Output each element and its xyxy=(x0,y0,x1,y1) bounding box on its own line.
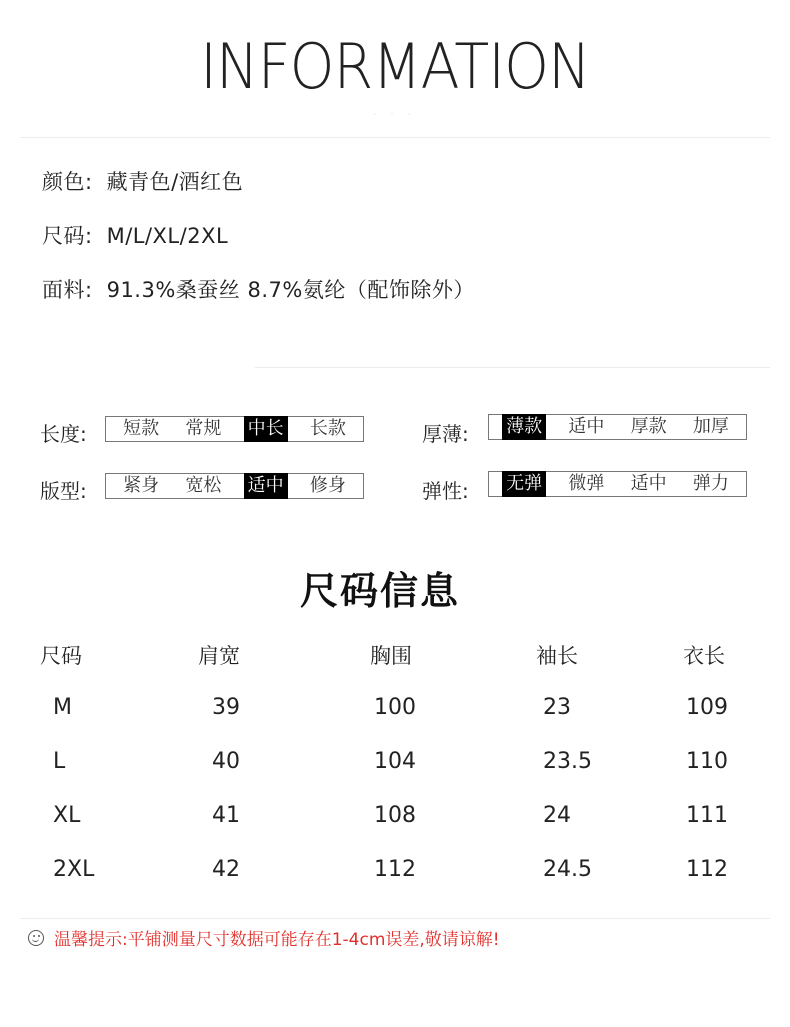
cell-sleeve: 23.5 xyxy=(543,749,592,774)
option-thick: 厚款 xyxy=(630,416,667,437)
cell-sleeve: 24.5 xyxy=(543,857,592,882)
cell-size: 2XL xyxy=(53,857,95,882)
divider xyxy=(20,137,770,138)
cell-length: 111 xyxy=(686,803,728,828)
page-title: INFORMATION xyxy=(200,30,590,103)
col-header-size: 尺码 xyxy=(40,644,82,668)
cell-shoulder: 39 xyxy=(212,695,240,720)
measurement-tip xyxy=(28,925,500,950)
cell-size: M xyxy=(53,695,72,720)
cell-sleeve: 24 xyxy=(543,803,571,828)
info-label: 尺码: xyxy=(42,224,93,248)
col-header-length: 衣长 xyxy=(683,644,725,668)
cell-size: XL xyxy=(53,803,81,828)
attr-elasticity-options xyxy=(488,471,747,497)
info-value: M/L/XL/2XL xyxy=(106,224,229,248)
cell-shoulder: 40 xyxy=(212,749,240,774)
info-value: 藏青色/酒红色 xyxy=(106,170,244,194)
smiley-icon xyxy=(28,930,44,946)
option-extra-thick: 加厚 xyxy=(692,416,729,437)
option-slight-stretch: 微弹 xyxy=(568,473,605,494)
col-header-bust: 胸围 xyxy=(370,644,412,668)
option-tight: 紧身 xyxy=(123,475,160,496)
tip-text: 温馨提示:平铺测量尺寸数据可能存在1-4cm误差,敬请谅解! xyxy=(54,930,500,950)
attr-thickness-options xyxy=(488,414,747,440)
option-thin: 薄款 xyxy=(502,414,546,440)
cell-bust: 104 xyxy=(374,749,416,774)
info-label: 颜色: xyxy=(42,170,93,194)
option-no-stretch: 无弹 xyxy=(502,471,546,497)
option-loose: 宽松 xyxy=(185,475,222,496)
cell-bust: 100 xyxy=(374,695,416,720)
attr-thickness-label: 厚薄: xyxy=(422,422,469,446)
cell-sleeve: 23 xyxy=(543,695,571,720)
cell-length: 109 xyxy=(686,695,728,720)
option-long: 长款 xyxy=(309,418,346,439)
cell-bust: 108 xyxy=(374,803,416,828)
cell-shoulder: 41 xyxy=(212,803,240,828)
col-header-sleeve: 袖长 xyxy=(536,644,578,668)
cell-size: L xyxy=(53,749,66,774)
title-decoration: · · · xyxy=(373,110,417,119)
cell-length: 110 xyxy=(686,749,728,774)
attr-elasticity-label: 弹性: xyxy=(422,479,469,503)
option-regular: 常规 xyxy=(185,418,222,439)
size-table-title: 尺码信息 xyxy=(299,569,460,613)
info-color xyxy=(42,166,243,196)
option-short: 短款 xyxy=(123,418,160,439)
info-size xyxy=(42,220,228,250)
option-stretch-medium: 适中 xyxy=(630,473,667,494)
option-fit-medium: 适中 xyxy=(244,473,288,499)
attr-fit-options xyxy=(105,473,364,499)
divider xyxy=(20,918,770,919)
cell-bust: 112 xyxy=(374,857,416,882)
option-mid-length: 中长 xyxy=(244,416,288,442)
attr-fit-label: 版型: xyxy=(40,479,87,503)
cell-length: 112 xyxy=(686,857,728,882)
option-slim: 修身 xyxy=(309,475,346,496)
option-medium: 适中 xyxy=(568,416,605,437)
attr-length-label: 长度: xyxy=(40,422,87,446)
divider xyxy=(255,367,770,368)
attr-length-options xyxy=(105,416,364,442)
option-stretchy: 弹力 xyxy=(692,473,729,494)
info-fabric xyxy=(42,274,475,304)
info-label: 面料: xyxy=(42,278,93,302)
col-header-shoulder: 肩宽 xyxy=(198,644,240,668)
info-value: 91.3%桑蚕丝 8.7%氨纶（配饰除外） xyxy=(106,278,475,302)
cell-shoulder: 42 xyxy=(212,857,240,882)
